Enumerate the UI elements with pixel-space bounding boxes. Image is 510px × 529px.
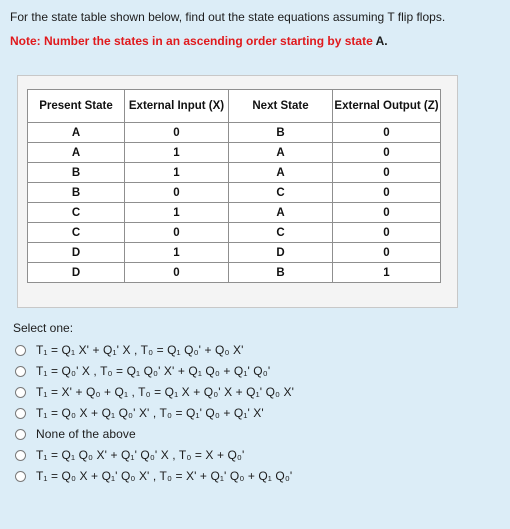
answer-option-1[interactable]: [13, 340, 503, 360]
question-note: [10, 32, 502, 50]
option-label: T₁ = Q₀ X + Q₁' Q₀ X' , T₀ = X' + Q₁' Q₀ + Q₁ Q₀': [36, 469, 293, 483]
cell-input: 0: [125, 123, 229, 143]
table-header-row: [28, 90, 441, 123]
option-label: None of the above: [36, 427, 136, 441]
cell-output: 0: [333, 143, 441, 163]
cell-present-state: C: [28, 223, 125, 243]
table-row: [28, 203, 441, 223]
option-label: T₁ = Q₁ X' + Q₁' X , T₀ = Q₁ Q₀' + Q₀ X': [36, 343, 244, 357]
option-label: T₁ = X' + Q₀ + Q₁ , T₀ = Q₁ X + Q₀' X + Q₁' Q₀ X': [36, 385, 295, 399]
cell-present-state: D: [28, 243, 125, 263]
option-label: T₁ = Q₁ Q₀ X' + Q₁' Q₀' X , T₀ = X + Q₀': [36, 448, 245, 462]
cell-input: 0: [125, 223, 229, 243]
radio-button[interactable]: [15, 366, 26, 377]
header-present-state: Present State: [28, 90, 125, 123]
cell-present-state: B: [28, 163, 125, 183]
cell-next-state: C: [229, 183, 333, 203]
header-external-output: External Output (Z): [333, 90, 441, 123]
cell-input: 1: [125, 203, 229, 223]
cell-output: 0: [333, 183, 441, 203]
cell-next-state: A: [229, 203, 333, 223]
cell-present-state: B: [28, 183, 125, 203]
header-next-state: Next State: [229, 90, 333, 123]
table-row: [28, 183, 441, 203]
radio-button[interactable]: [15, 408, 26, 419]
cell-output: 0: [333, 123, 441, 143]
cell-output: 0: [333, 223, 441, 243]
cell-present-state: C: [28, 203, 125, 223]
cell-next-state: B: [229, 263, 333, 283]
cell-present-state: A: [28, 143, 125, 163]
cell-present-state: A: [28, 123, 125, 143]
cell-input: 0: [125, 183, 229, 203]
answer-option-2[interactable]: [13, 361, 503, 381]
table-row: [28, 123, 441, 143]
table-row: [28, 163, 441, 183]
radio-button[interactable]: [15, 387, 26, 398]
cell-output: 0: [333, 243, 441, 263]
radio-button[interactable]: [15, 429, 26, 440]
note-start-state: A.: [375, 34, 388, 48]
cell-input: 0: [125, 263, 229, 283]
answer-block: [13, 320, 503, 487]
cell-input: 1: [125, 163, 229, 183]
cell-next-state: C: [229, 223, 333, 243]
cell-input: 1: [125, 243, 229, 263]
state-table: [27, 89, 441, 283]
cell-output: 0: [333, 163, 441, 183]
table-row: [28, 243, 441, 263]
question-text-block: [10, 8, 502, 50]
question-text: For the state table shown below, find out the state equations assuming T flip flops.: [10, 10, 446, 24]
option-label: T₁ = Q₀' X , T₀ = Q₁ Q₀' X' + Q₁ Q₀ + Q₁' Q₀': [36, 364, 271, 378]
cell-next-state: D: [229, 243, 333, 263]
answer-option-4[interactable]: [13, 403, 503, 423]
radio-button[interactable]: [15, 345, 26, 356]
answer-option-7[interactable]: [13, 466, 503, 486]
state-table-image: [17, 75, 458, 308]
table-row: [28, 223, 441, 243]
cell-output: 1: [333, 263, 441, 283]
select-one-label: Select one:: [13, 321, 74, 335]
note-prefix: Note: Number the states in an ascending order starting by state: [10, 34, 376, 48]
cell-next-state: B: [229, 123, 333, 143]
radio-button[interactable]: [15, 450, 26, 461]
cell-output: 0: [333, 203, 441, 223]
cell-present-state: D: [28, 263, 125, 283]
option-label: T₁ = Q₀ X + Q₁ Q₀' X' , T₀ = Q₁' Q₀ + Q₁' X': [36, 406, 264, 420]
radio-button[interactable]: [15, 471, 26, 482]
cell-next-state: A: [229, 143, 333, 163]
table-row: [28, 263, 441, 283]
cell-next-state: A: [229, 163, 333, 183]
answer-option-5[interactable]: [13, 424, 503, 444]
answer-option-6[interactable]: [13, 445, 503, 465]
header-external-input: External Input (X): [125, 90, 229, 123]
cell-input: 1: [125, 143, 229, 163]
answer-option-3[interactable]: [13, 382, 503, 402]
table-row: [28, 143, 441, 163]
